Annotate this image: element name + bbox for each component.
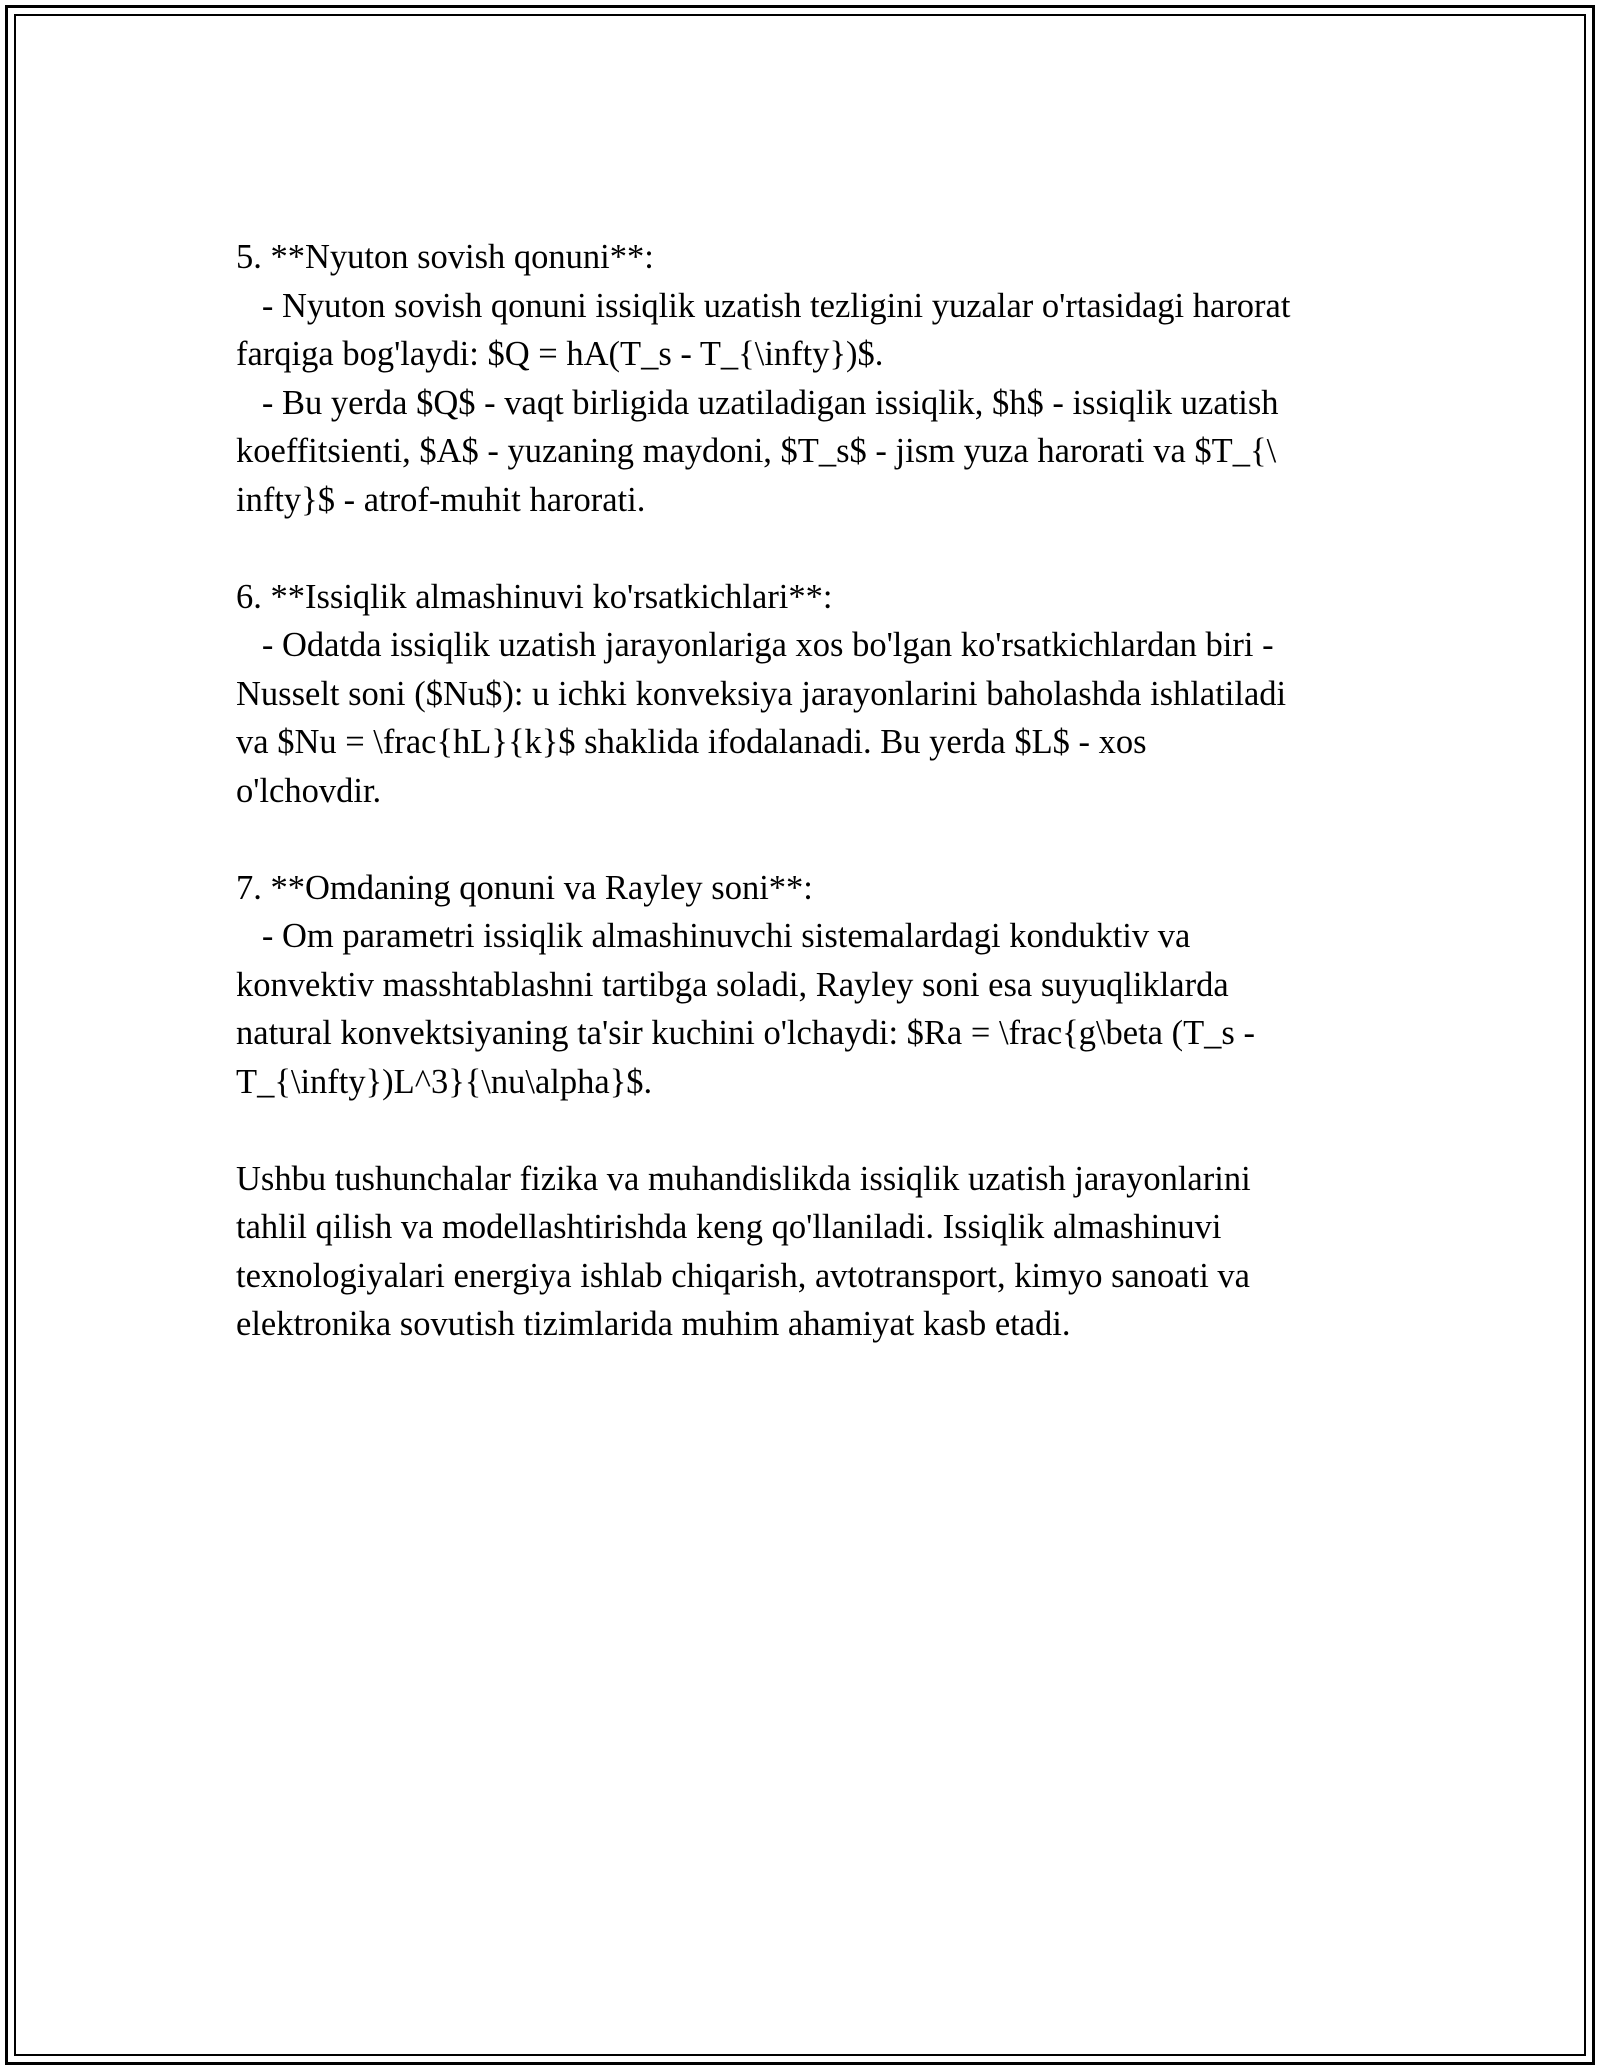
document-body (236, 233, 1376, 1397)
section-heading: 5. **Nyuton sovish qonuni**: (236, 238, 654, 276)
text-line: - Om parametri issiqlik almashinuvchi sistemalardagi konduktiv va (236, 917, 1191, 955)
text-line: konvektiv masshtablashni tartibga soladi, Rayley soni esa suyuqliklarda (236, 965, 1229, 1004)
text-line: tahlil qilish va modellashtirishda keng qo'llaniladi. Issiqlik almashinuvi (236, 1208, 1222, 1246)
text-line: natural konvektsiyaning ta'sir kuchini o'lchaydi: $Ra = \frac{g\beta (T_s - (236, 1014, 1255, 1052)
section-heading: 7. **Omdaning qonuni va Rayley soni**: (236, 868, 813, 907)
text-line: koeffitsienti, $A$ - yuzaning maydoni, $T_s$ - jism yuza harorati va $T_{\ (236, 432, 1277, 470)
text-line: o'lchovdir. (236, 771, 382, 810)
section-conclusion (236, 1155, 1376, 1349)
section-heat-exchange-indicators (236, 573, 1376, 816)
text-line: Ushbu tushunchalar fizika va muhandislikda issiqlik uzatish jarayonlarini (236, 1159, 1251, 1198)
section-rayleigh-number (236, 864, 1376, 1107)
text-line: infty}$ - atrof-muhit harorati. (236, 480, 646, 519)
text-line: farqiga bog'laydi: $Q = hA(T_s - T_{\infty})$. (236, 335, 884, 373)
text-line: Nusselt soni ($Nu$): u ichki konveksiya jarayonlarini baholashda ishlatiladi (236, 674, 1287, 713)
text-line: T_{\infty})L^3}{\nu\alpha}$. (236, 1062, 653, 1101)
section-newton-cooling (236, 233, 1376, 524)
text-line: - Nyuton sovish qonuni issiqlik uzatish tezligini yuzalar o'rtasidagi harorat (236, 286, 1291, 325)
text-line: - Bu yerda $Q$ - vaqt birligida uzatiladigan issiqlik, $h$ - issiqlik uzatish (236, 383, 1279, 422)
text-line: va $Nu = \frac{hL}{k}$ shaklida ifodalanadi. Bu yerda $L$ - xos (236, 723, 1147, 761)
text-line: texnologiyalari energiya ishlab chiqarish, avtotransport, kimyo sanoati va (236, 1256, 1250, 1295)
text-line: - Odatda issiqlik uzatish jarayonlariga xos bo'lgan ko'rsatkichlardan biri - (236, 626, 1274, 664)
text-line: elektronika sovutish tizimlarida muhim ahamiyat kasb etadi. (236, 1305, 1071, 1343)
section-heading: 6. **Issiqlik almashinuvi ko'rsatkichlari**: (236, 577, 833, 616)
